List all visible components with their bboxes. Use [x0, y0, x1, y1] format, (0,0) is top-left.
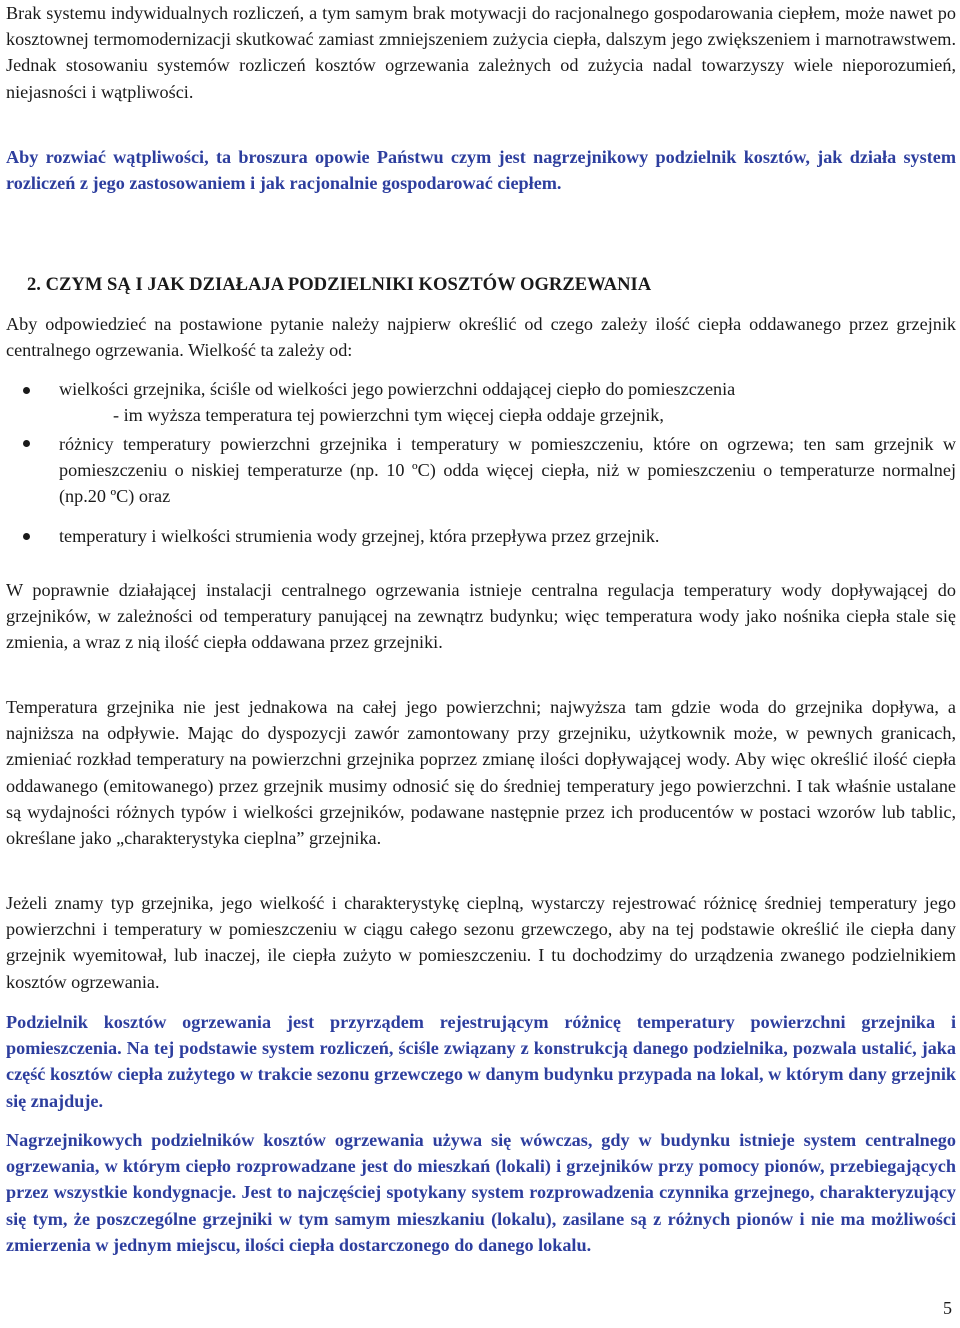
list-item: różnicy temperatury powierzchni grzejnika i temperatury w pomieszczeniu, które on ogrzewa; ten sam grzejnik w pomieszczeniu o niskiej temperaturze (np. 10 ºC) odda więcej ciepła, niż w pomieszczeniu o temperaturze normalnej (np.20 ºC) oraz [59, 434, 956, 507]
bullet-icon [23, 387, 30, 394]
page-number: 5 [943, 1298, 952, 1318]
list-item-note: - im wyższa temperatura tej powierzchni tym więcej ciepła oddaje grzejnik, [113, 405, 664, 425]
cost-allocator-definition-paragraph: Podzielnik kosztów ogrzewania jest przyrządem rejestrującym różnicę temperatury powierzchni grzejnika i pomieszczenia. Na tej podstawie system rozliczeń, ściśle związany z konstrukcją danego podzielnika, pozwala ustalić, jaka część kosztów ciepła zużytego w trakcie sezonu grzewczego w danym budynku przypada na lokal, w którym dany grzejnik się znajduje. [6, 1012, 956, 1111]
bullet-icon [23, 533, 30, 540]
section-heading: 2. CZYM SĄ I JAK DZIAŁAJA PODZIELNIKI KOSZTÓW OGRZEWANIA [27, 274, 652, 295]
list-item: temperatury i wielkości strumienia wody grzejnej, która przepływa przez grzejnik. [59, 526, 660, 546]
bullet-icon [23, 440, 30, 447]
list-item: wielkości grzejnika, ściśle od wielkości jego powierzchni oddającej ciepło do pomieszczenia [59, 379, 736, 399]
radiator-temperature-paragraph: Temperatura grzejnika nie jest jednakowa na całej jego powierzchni; najwyższa tam gdzie woda do grzejnika dopływa, a najniższa na odpływie. Mając do dyspozycji zawór zamontowany przy grzejniku, użytkownik może, w pewnych granicach, zmieniać rozkład temperatury na powierzchni grzejnika poprzez zmianę ilości dopływającej wody. Aby więc określić ilość ciepła oddawanego (emitowanego) przez grzejnik musimy odnosić się do średniej temperatury jego powierzchni. I tak właśnie ustalane są wydajności różnych typów i wielkości grzejników, podawane następnie przez ich producentów w postaci wzorów lub tablic, określane jako „charakterystyka cieplna” grzejnika. [6, 697, 956, 849]
question-paragraph: Aby odpowiedzieć na postawione pytanie należy najpierw określić od czego zależy ilość ciepła oddawanego przez grzejnik centralnego ogrzewania. Wielkość ta zależy od: [6, 314, 956, 361]
intro-paragraph: Brak systemu indywidualnych rozliczeń, a tym samym brak motywacji do racjonalnego gospodarowania ciepłem, może nawet po kosztownej termomodernizacji skutkować zamiast zmniejszeniem zużycia ciepła, dalszym jego zwiększeniem i marnotrawstwem. Jednak stosowaniu systemów rozliczeń kosztów ogrzewania zależnych od zużycia nadal towarzyszy wiele nieporozumień, niejasności i wątpliwości. [6, 3, 956, 102]
radiator-allocator-usage-paragraph: Nagrzejnikowych podzielników kosztów ogrzewania używa się wówczas, gdy w budynku istnieje system centralnego ogrzewania, w którym ciepło rozprowadzane jest do mieszkań (lokali) i grzejników przy pomocy pionów, przebiegających przez wszystkie kondygnacje. Jest to najczęściej spotykany system rozprowadzenia czynnika grzejnego, charakteryzujący się tym, że poszczególne grzejniki w tym samym mieszkaniu (lokalu), zasilane są z różnych pionów i nie ma możliwości zmierzenia w jednym miejscu, ilości ciepła dostarczonego do danego lokalu. [6, 1130, 956, 1255]
brochure-purpose-paragraph: Aby rozwiać wątpliwości, ta broszura opowie Państwu czym jest nagrzejnikowy podzielnik kosztów, jak działa system rozliczeń z jego zastosowaniem i jak racjonalnie gospodarować ciepłem. [6, 147, 956, 194]
regulation-paragraph: W poprawnie działającej instalacji centralnego ogrzewania istnieje centralna regulacja temperatury wody dopływającej do grzejników, w zależności od temperatury panującej na zewnątrz budynku; więc temperatura wody jako nośnika ciepła stale się zmienia, a wraz z nią ilość ciepła oddawana przez grzejniki. [6, 580, 956, 653]
heat-characteristic-paragraph: Jeżeli znamy typ grzejnika, jego wielkość i charakterystykę cieplną, wystarczy rejestrować różnicę średniej temperatury jego powierzchni i temperatury w pomieszczeniu w ciągu całego sezonu grzewczego, aby na tej podstawie określić ile ciepła dany grzejnik wyemitował, lub inaczej, ile ciepła zużyto w pomieszczeniu. I tu dochodzimy do urządzenia zwanego podzielnikiem kosztów ogrzewania. [6, 893, 956, 992]
